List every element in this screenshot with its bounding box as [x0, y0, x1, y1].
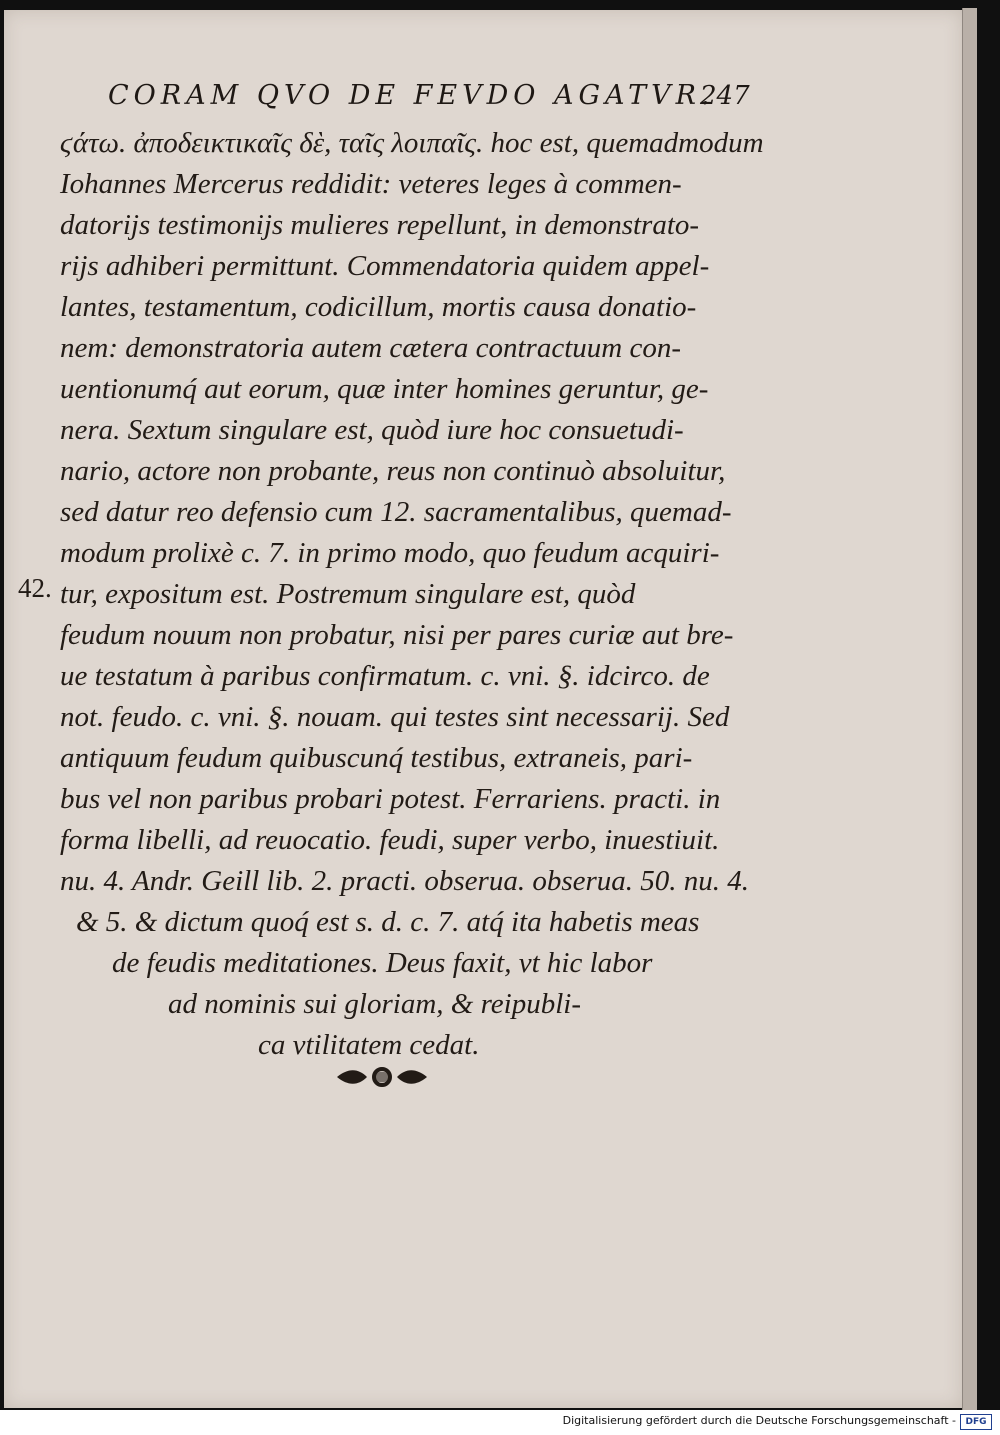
text-line: rijs adhiberi permittunt. Commendatoria quidem appel-	[60, 250, 710, 282]
page-header	[4, 10, 962, 130]
text-line: nem: demonstratoria autem cætera contractuum con-	[60, 332, 681, 364]
text-line: uentionumq́ aut eorum, quæ inter homines geruntur, ge-	[60, 373, 709, 405]
page-edge	[962, 8, 977, 1410]
book-page	[4, 10, 962, 1408]
text-line: feudum nouum non probatur, nisi per pares curiæ aut bre-	[60, 619, 734, 651]
text-line: sed datur reo defensio cum 12. sacramentalibus, quemad-	[60, 496, 732, 528]
text-line: ad nominis sui gloriam, & reipubli-	[168, 988, 581, 1020]
text-line: Iohannes Mercerus reddidit: veteres leges à commen-	[60, 168, 682, 200]
text-line: modum prolixè c. 7. in primo modo, quo feudum acquiri-	[60, 537, 720, 569]
text-line: tur, expositum est. Postremum singulare est, quòd	[60, 578, 636, 610]
text-line: & 5. & dictum quoq́ est s. d. c. 7. atq́ ita habetis meas	[76, 906, 700, 938]
footer-strip	[0, 1410, 1000, 1435]
text-line: bus vel non paribus probari potest. Ferrariens. practi. in	[60, 783, 721, 815]
dfg-logo-icon: DFG	[960, 1414, 992, 1430]
text-line: nera. Sextum singulare est, quòd iure hoc consuetudi-	[60, 414, 684, 446]
text-line: nario, actore non probante, reus non continuò absoluitur,	[60, 455, 726, 487]
text-line: nu. 4. Andr. Geill lib. 2. practi. obserua. obserua. 50. nu. 4.	[60, 865, 750, 897]
page-number: 247	[700, 81, 750, 111]
text-line: lantes, testamentum, codicillum, mortis causa donatio-	[60, 291, 697, 323]
running-head: CORAM QVO DE FEVDO AGATVR.	[108, 80, 715, 111]
margin-note: 42.	[18, 573, 52, 603]
text-line: de feudis meditationes. Deus faxit, vt hic labor	[112, 947, 653, 979]
fleuron-ornament-icon	[334, 1062, 430, 1092]
text-line: not. feudo. c. vni. §. nouam. qui testes sint necessarij. Sed	[60, 701, 730, 733]
funding-note: Digitalisierung gefördert durch die Deutsche Forschungsgemeinschaft -	[562, 1414, 956, 1427]
text-line: ϛάτω. ἀποδεικτικαῖς δὲ, ταῖς λοιπαῖς. hoc est, quemadmodum	[60, 127, 764, 159]
text-line: forma libelli, ad reuocatio. feudi, super verbo, inuestiuit.	[60, 824, 720, 856]
text-line: ue testatum à paribus confirmatum. c. vni. §. idcirco. de	[60, 660, 710, 692]
text-line: datorijs testimonijs mulieres repellunt, in demonstrato-	[60, 209, 700, 241]
text-line: antiquum feudum quibuscunq́ testibus, extraneis, pari-	[60, 742, 693, 774]
text-line: ca vtilitatem cedat.	[258, 1029, 480, 1061]
